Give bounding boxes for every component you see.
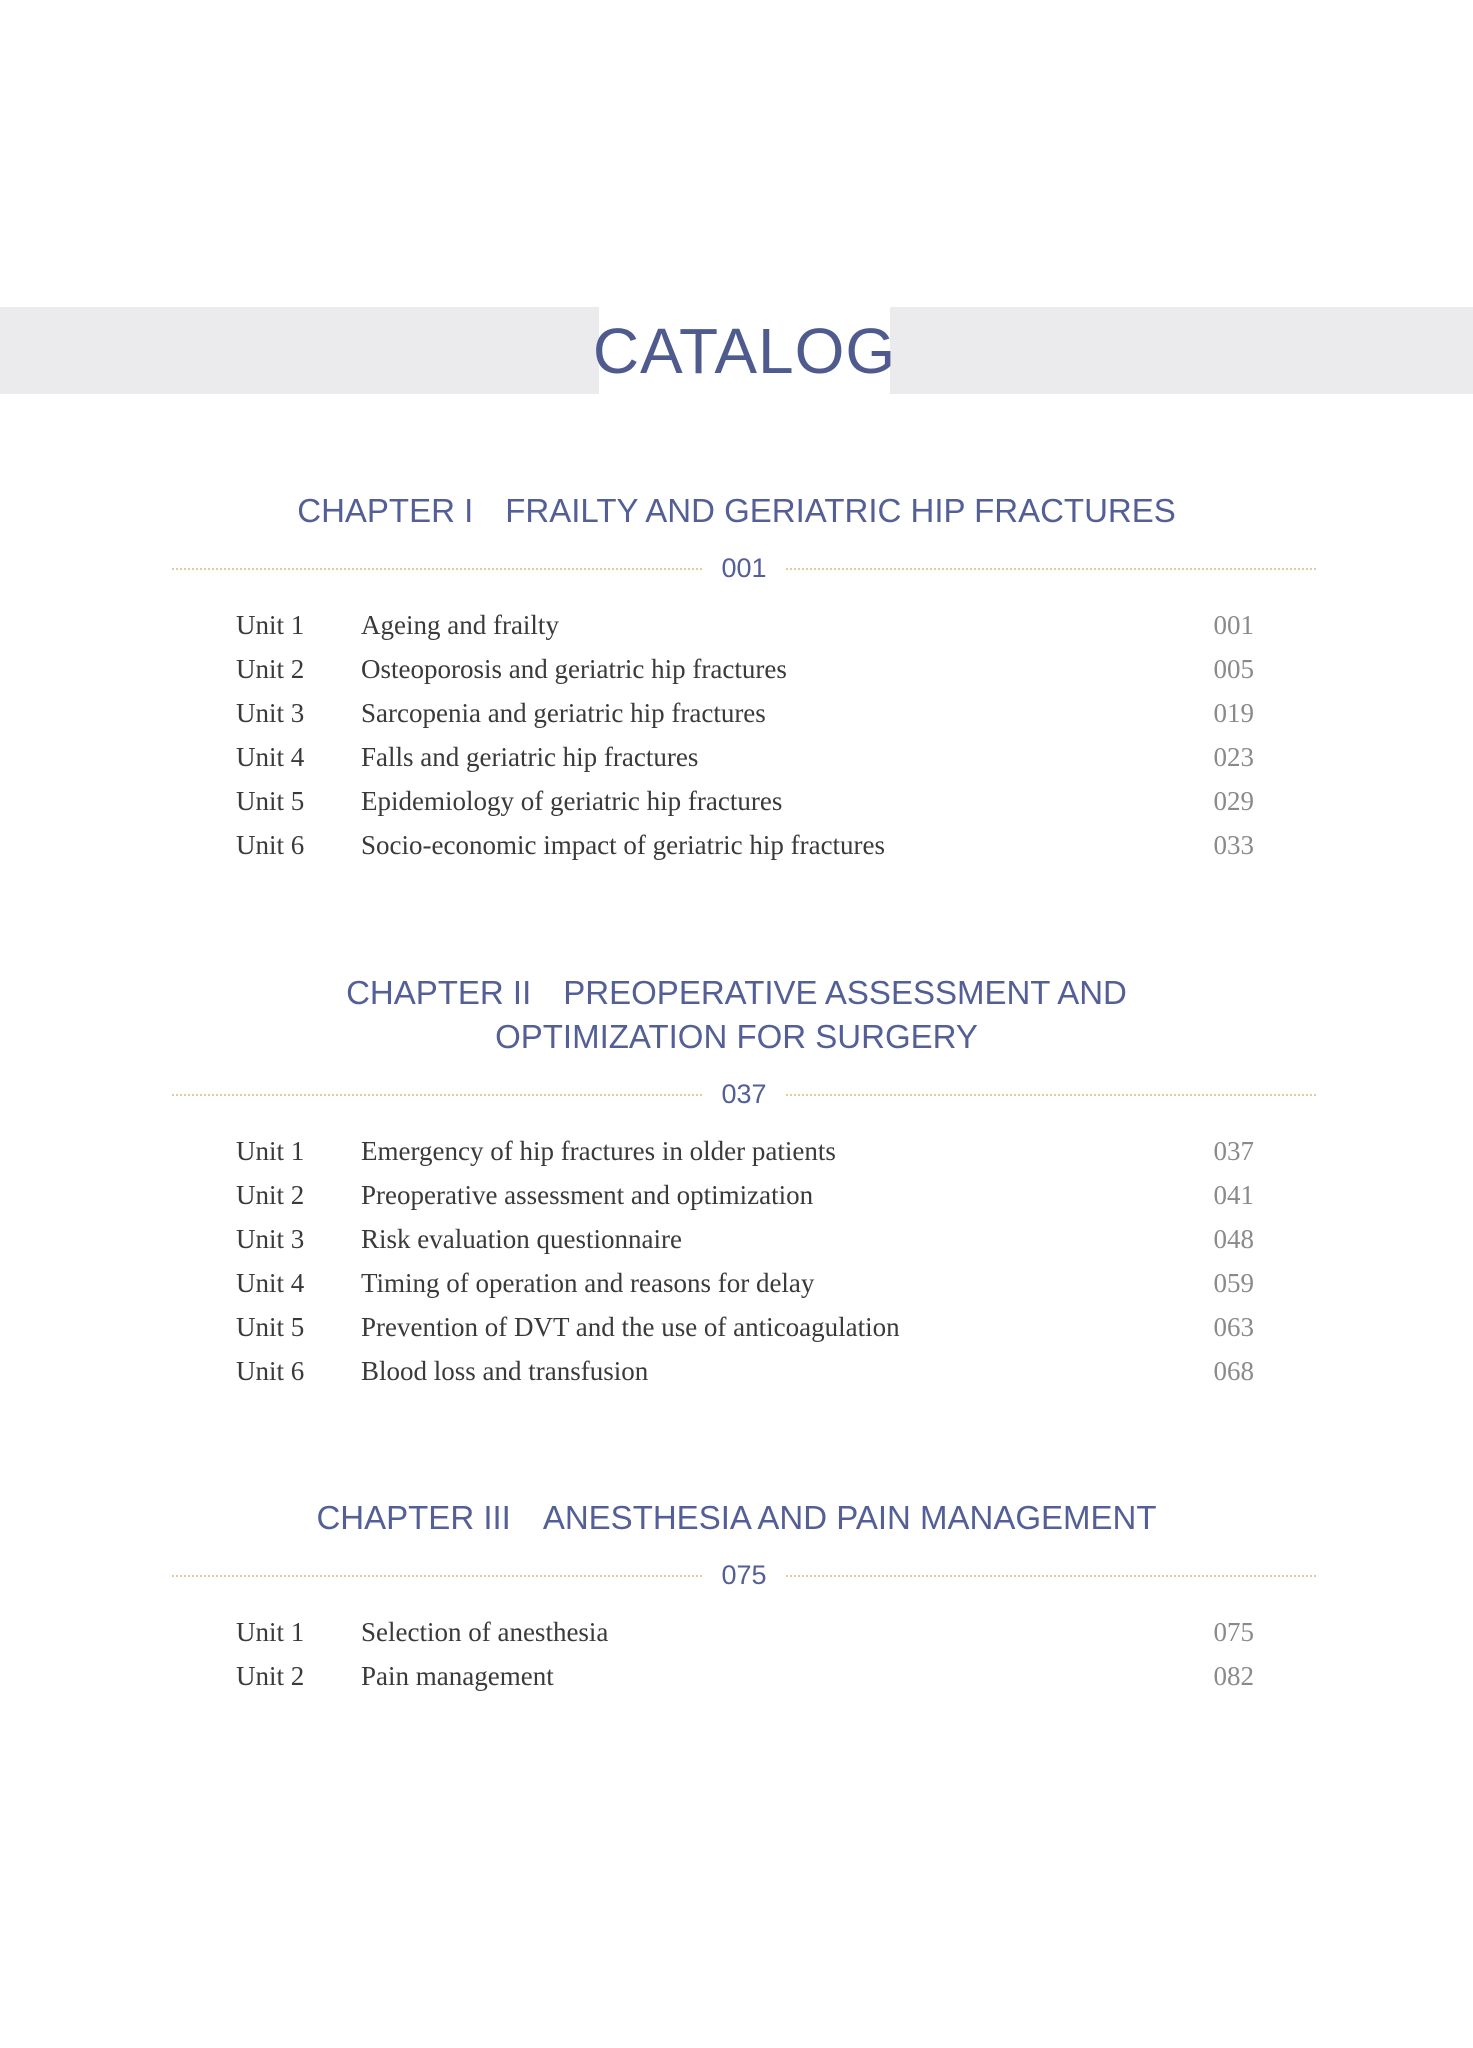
- unit-title: Timing of operation and reasons for delay: [361, 1268, 815, 1298]
- dotted-divider: [786, 1575, 1316, 1577]
- unit-entry[interactable]: [0, 1217, 1473, 1261]
- unit-title: Ageing and frailty: [361, 610, 559, 640]
- unit-label: Unit 2: [236, 1661, 305, 1691]
- unit-label: Unit 2: [236, 1180, 305, 1210]
- catalog-title-band: [0, 307, 1473, 394]
- unit-list: [0, 1610, 1473, 1698]
- unit-entry[interactable]: [0, 1349, 1473, 1393]
- dotted-divider: [172, 568, 702, 570]
- unit-title: Osteoporosis and geriatric hip fractures: [361, 654, 787, 684]
- chapter-title-line: FRAILTY AND GERIATRIC HIP FRACTURES: [505, 492, 1176, 529]
- unit-page: 037: [1213, 1136, 1254, 1166]
- chapter-page-rule: [0, 553, 1473, 583]
- unit-entry[interactable]: [0, 691, 1473, 735]
- chapter-page-rule: [0, 1560, 1473, 1590]
- chapter-heading: [0, 489, 1473, 533]
- unit-entry[interactable]: [0, 1610, 1473, 1654]
- unit-title: Prevention of DVT and the use of anticoagulation: [361, 1312, 900, 1342]
- chapter-3: [0, 1496, 1473, 1698]
- unit-page: 029: [1213, 786, 1254, 816]
- unit-title: Socio-economic impact of geriatric hip fractures: [361, 830, 886, 860]
- catalog-title: CATALOG: [592, 314, 897, 387]
- unit-page: 075: [1213, 1617, 1254, 1647]
- unit-list: [0, 1129, 1473, 1393]
- chapter-heading: [0, 971, 1473, 1059]
- chapter-number: CHAPTER III: [316, 1499, 511, 1536]
- catalog-title-box: [592, 307, 897, 394]
- unit-label: Unit 4: [236, 1268, 305, 1298]
- unit-entry[interactable]: [0, 1173, 1473, 1217]
- unit-title: Preoperative assessment and optimization: [361, 1180, 814, 1210]
- unit-label: Unit 6: [236, 1356, 305, 1386]
- unit-label: Unit 5: [236, 1312, 305, 1342]
- unit-title: Epidemiology of geriatric hip fractures: [361, 786, 783, 816]
- unit-page: 068: [1213, 1356, 1254, 1386]
- unit-entry[interactable]: [0, 1654, 1473, 1698]
- unit-title: Risk evaluation questionnaire: [361, 1224, 682, 1254]
- unit-page: 019: [1213, 698, 1254, 728]
- dotted-divider: [786, 1094, 1316, 1096]
- unit-entry[interactable]: [0, 647, 1473, 691]
- chapter-number: CHAPTER II: [346, 974, 532, 1011]
- unit-label: Unit 4: [236, 742, 305, 772]
- chapter-page-number: 075: [721, 1560, 767, 1590]
- unit-page: 023: [1213, 742, 1254, 772]
- chapter-title-line: ANESTHESIA AND PAIN MANAGEMENT: [542, 1499, 1157, 1536]
- unit-title: Pain management: [361, 1661, 554, 1691]
- unit-label: Unit 3: [236, 698, 305, 728]
- dotted-divider: [172, 1575, 702, 1577]
- chapter-page-number: 001: [721, 553, 767, 583]
- unit-page: 059: [1213, 1268, 1254, 1298]
- chapter-number: CHAPTER I: [297, 492, 474, 529]
- unit-title: Emergency of hip fractures in older patients: [361, 1136, 836, 1166]
- unit-entry[interactable]: [0, 823, 1473, 867]
- unit-page: 063: [1213, 1312, 1254, 1342]
- unit-page: 082: [1213, 1661, 1254, 1691]
- unit-page: 041: [1213, 1180, 1254, 1210]
- unit-label: Unit 6: [236, 830, 305, 860]
- chapter-title-line: PREOPERATIVE ASSESSMENT AND: [563, 974, 1127, 1011]
- unit-entry[interactable]: [0, 1305, 1473, 1349]
- unit-entry[interactable]: [0, 779, 1473, 823]
- unit-entry[interactable]: [0, 735, 1473, 779]
- chapter-title-line: OPTIMIZATION FOR SURGERY: [495, 1018, 978, 1055]
- chapter-page-number: 037: [721, 1079, 767, 1109]
- unit-list: [0, 603, 1473, 867]
- unit-title: Falls and geriatric hip fractures: [361, 742, 699, 772]
- unit-title: Selection of anesthesia: [361, 1617, 609, 1647]
- unit-label: Unit 1: [236, 1136, 305, 1166]
- unit-page: 005: [1213, 654, 1254, 684]
- unit-page: 001: [1213, 610, 1254, 640]
- dotted-divider: [786, 568, 1316, 570]
- unit-page: 033: [1213, 830, 1254, 860]
- dotted-divider: [172, 1094, 702, 1096]
- unit-entry[interactable]: [0, 1261, 1473, 1305]
- chapter-heading: [0, 1496, 1473, 1540]
- unit-title: Blood loss and transfusion: [361, 1356, 649, 1386]
- unit-entry[interactable]: [0, 1129, 1473, 1173]
- unit-label: Unit 2: [236, 654, 305, 684]
- unit-entry[interactable]: [0, 603, 1473, 647]
- chapter-2: [0, 971, 1473, 1393]
- unit-page: 048: [1213, 1224, 1254, 1254]
- unit-label: Unit 1: [236, 1617, 305, 1647]
- unit-label: Unit 5: [236, 786, 305, 816]
- chapter-1: [0, 489, 1473, 867]
- unit-label: Unit 3: [236, 1224, 305, 1254]
- unit-title: Sarcopenia and geriatric hip fractures: [361, 698, 766, 728]
- unit-label: Unit 1: [236, 610, 305, 640]
- chapter-page-rule: [0, 1079, 1473, 1109]
